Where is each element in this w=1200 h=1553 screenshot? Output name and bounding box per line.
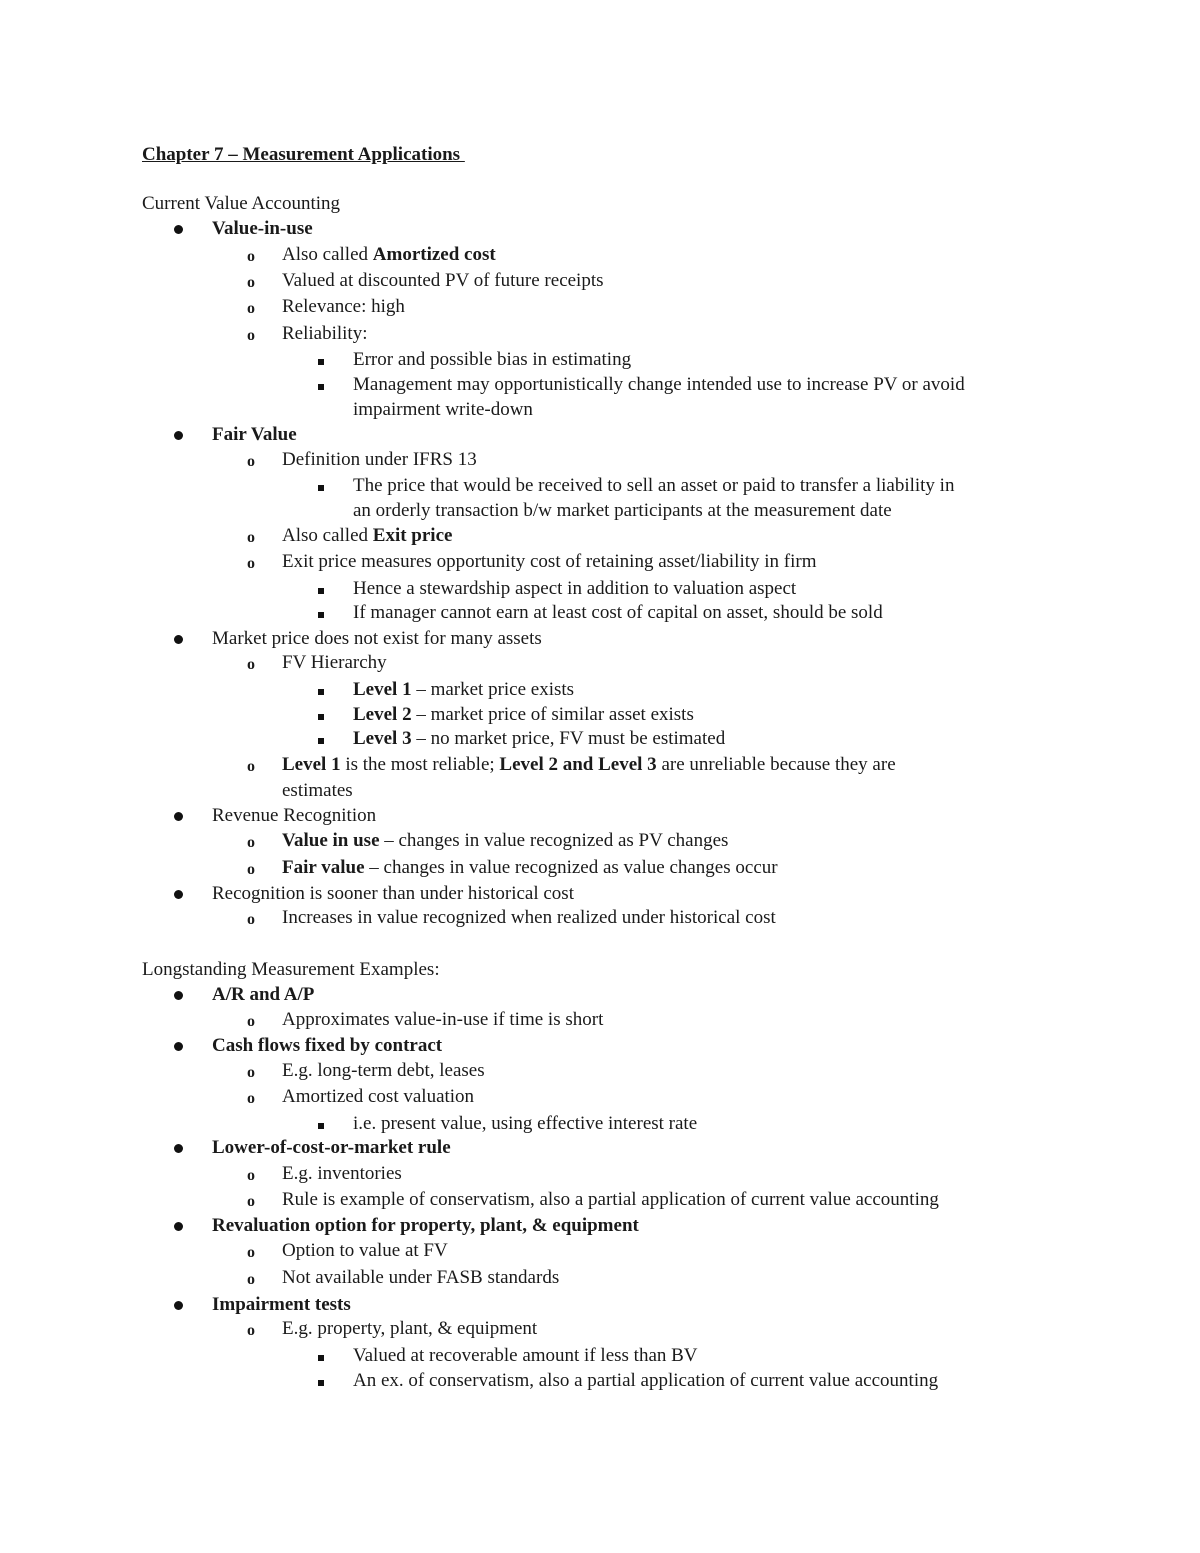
bullet-icon (174, 1292, 194, 1318)
square-bullet-icon (316, 1368, 336, 1394)
item-text: Hence a stewardship aspect in addition to valuation aspect (353, 578, 797, 599)
circle-bullet-icon: o (247, 758, 255, 775)
item-term: Level 1 (353, 679, 412, 700)
item-text: Amortized cost valuation (282, 1086, 475, 1107)
item-label: Lower-of-cost-or-market rule (212, 1137, 451, 1158)
item-label: Market price does not exist for many assets (212, 628, 542, 649)
item-text: impairment write-down (353, 399, 533, 420)
circle-bullet-icon: o (247, 1193, 255, 1210)
circle-bullet-icon: o (247, 453, 255, 470)
bullet-icon (174, 216, 194, 242)
circle-bullet-icon: o (247, 861, 255, 878)
square-bullet-icon (316, 347, 336, 373)
circle-bullet-icon: o (247, 274, 255, 291)
item-text: – changes in value recognized as value changes occur (364, 857, 778, 878)
item-label: Revenue Recognition (212, 805, 377, 826)
square-bullet-icon (316, 677, 336, 703)
circle-bullet-icon: o (247, 1271, 255, 1288)
item-text: Approximates value-in-use if time is short (282, 1009, 604, 1030)
bullet-icon (174, 803, 194, 829)
square-bullet-icon (316, 473, 336, 499)
item-text: i.e. present value, using effective interest rate (353, 1113, 698, 1134)
circle-bullet-icon: o (247, 1322, 255, 1339)
item-text: Also called (282, 244, 373, 265)
item-text: Management may opportunistically change intended use to increase PV or avoid (353, 374, 965, 395)
item-text: E.g. property, plant, & equipment (282, 1318, 538, 1339)
square-bullet-icon (316, 1343, 336, 1369)
item-text: Valued at recoverable amount if less than BV (353, 1345, 698, 1366)
item-text: Definition under IFRS 13 (282, 449, 477, 470)
square-bullet-icon (316, 576, 336, 602)
item-text: Exit price measures opportunity cost of retaining asset/liability in firm (282, 551, 817, 572)
bullet-icon (174, 1213, 194, 1239)
circle-bullet-icon: o (247, 656, 255, 673)
item-text: E.g. inventories (282, 1163, 402, 1184)
circle-bullet-icon: o (247, 1064, 255, 1081)
item-text: are unreliable because they are (656, 754, 896, 775)
square-bullet-icon (316, 726, 336, 752)
circle-bullet-icon: o (247, 911, 255, 928)
item-text: estimates (282, 780, 353, 801)
section-heading-current-value: Current Value Accounting (142, 193, 341, 214)
circle-bullet-icon: o (247, 1167, 255, 1184)
section-heading-longstanding: Longstanding Measurement Examples: (142, 959, 440, 980)
item-text: an orderly transaction b/w market participants at the measurement date (353, 500, 892, 521)
item-label: Value-in-use (212, 218, 313, 239)
bullet-icon (174, 1033, 194, 1059)
item-text: The price that would be received to sell an asset or paid to transfer a liability in (353, 475, 955, 496)
item-term: Value in use (282, 830, 380, 851)
item-term: Level 1 (282, 754, 341, 775)
item-text: E.g. long-term debt, leases (282, 1060, 485, 1081)
bullet-icon (174, 626, 194, 652)
square-bullet-icon (316, 702, 336, 728)
item-text: – market price exists (411, 679, 575, 700)
item-term: Fair value (282, 857, 365, 878)
item-label: Revaluation option for property, plant, & equipment (212, 1215, 639, 1236)
item-text: Also called (282, 525, 373, 546)
item-label: A/R and A/P (212, 984, 315, 1005)
square-bullet-icon (316, 1111, 336, 1137)
circle-bullet-icon: o (247, 300, 255, 317)
item-text: Option to value at FV (282, 1240, 448, 1261)
item-text: Rule is example of conservatism, also a partial application of current value accounting (282, 1189, 939, 1210)
item-term: Level 2 (353, 704, 412, 725)
item-text: is the most reliable; (340, 754, 500, 775)
item-term: Level 2 and Level 3 (499, 754, 657, 775)
item-text: Error and possible bias in estimating (353, 349, 632, 370)
item-text: Relevance: high (282, 296, 405, 317)
item-text: Not available under FASB standards (282, 1267, 560, 1288)
square-bullet-icon (316, 600, 336, 626)
circle-bullet-icon: o (247, 248, 255, 265)
item-label: Recognition is sooner than under historical cost (212, 883, 574, 904)
circle-bullet-icon: o (247, 529, 255, 546)
circle-bullet-icon: o (247, 1013, 255, 1030)
item-text: – changes in value recognized as PV changes (379, 830, 729, 851)
item-term: Exit price (372, 525, 453, 546)
circle-bullet-icon: o (247, 327, 255, 344)
item-term: Level 3 (353, 728, 412, 749)
circle-bullet-icon: o (247, 1244, 255, 1261)
item-term: Amortized cost (372, 244, 496, 265)
bullet-icon (174, 982, 194, 1008)
bullet-icon (174, 1135, 194, 1161)
item-label: Fair Value (212, 424, 297, 445)
item-text: Reliability: (282, 323, 368, 344)
item-text: FV Hierarchy (282, 652, 387, 673)
item-label: Cash flows fixed by contract (212, 1035, 443, 1056)
circle-bullet-icon: o (247, 834, 255, 851)
item-text: – market price of similar asset exists (411, 704, 694, 725)
item-text: Valued at discounted PV of future receipts (282, 270, 604, 291)
item-text: An ex. of conservatism, also a partial application of current value accounting (353, 1370, 939, 1391)
item-text: Increases in value recognized when realized under historical cost (282, 907, 776, 928)
circle-bullet-icon: o (247, 555, 255, 572)
item-text: If manager cannot earn at least cost of capital on asset, should be sold (353, 602, 883, 623)
bullet-icon (174, 881, 194, 907)
page-title: Chapter 7 – Measurement Applications (142, 144, 465, 165)
bullet-icon (174, 422, 194, 448)
circle-bullet-icon: o (247, 1090, 255, 1107)
item-label: Impairment tests (212, 1294, 351, 1315)
item-text: – no market price, FV must be estimated (411, 728, 726, 749)
square-bullet-icon (316, 372, 336, 398)
